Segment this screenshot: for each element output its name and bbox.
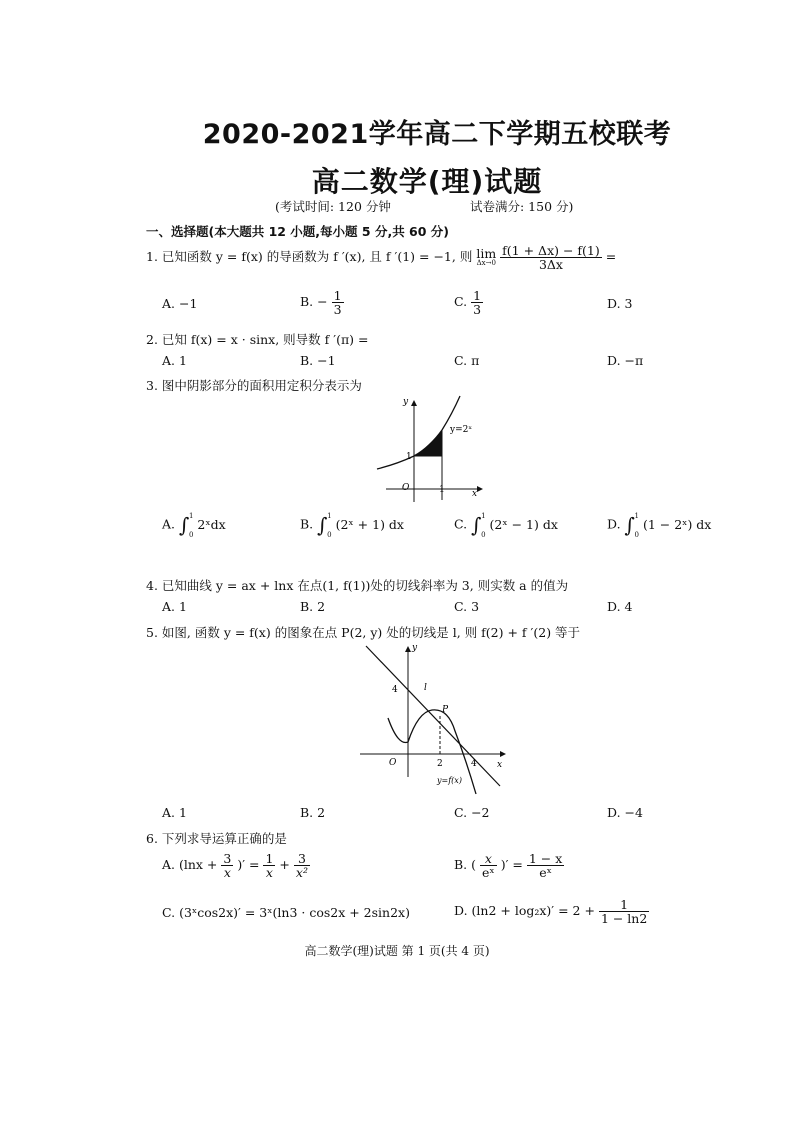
q5-option-d[interactable]: D. −4 bbox=[607, 805, 643, 820]
q6-a-den1: x bbox=[223, 865, 231, 881]
q5-point-label: P bbox=[442, 705, 449, 715]
q3-shaded-region bbox=[414, 430, 442, 456]
q3-tick-y1: 1 bbox=[406, 452, 412, 462]
question-5-stem: 5. 如图, 函数 y = f(x) 的图象在点 P(2, y) 处的切线是 l, 则 f(2) + f ′(2) 等于 bbox=[146, 625, 581, 640]
q6-a-frac1 bbox=[221, 852, 233, 879]
q3-c-body: (2ˣ − 1) dx bbox=[489, 516, 558, 532]
question-4-stem: 4. 已知曲线 y = ax + lnx 在点(1, f(1))处的切线斜率为 3, 则实数 a 的值为 bbox=[146, 578, 569, 593]
q6-a-num2: 1 bbox=[265, 851, 274, 866]
q3-b-lower: 0 bbox=[327, 531, 332, 539]
q6-d-frac bbox=[599, 898, 649, 925]
q3-option-a[interactable] bbox=[162, 512, 226, 539]
page-footer: 高二数学(理)试题 第 1 页(共 4 页) bbox=[304, 944, 490, 958]
question-1-stem bbox=[146, 244, 616, 271]
q3-y-label: y bbox=[403, 397, 409, 407]
q6-a-num3: 3 bbox=[294, 852, 310, 866]
question-6-stem: 6. 下列求导运算正确的是 bbox=[146, 831, 287, 846]
q1-frac-den: 3Δx bbox=[538, 257, 563, 273]
q1-c-den: 3 bbox=[473, 302, 482, 318]
q6-d-pre: D. (ln2 + log₂x)′ = 2 + bbox=[454, 903, 595, 919]
q5-origin: O bbox=[389, 758, 397, 768]
q3-c-lower: 0 bbox=[481, 531, 486, 539]
q5-figure bbox=[360, 642, 520, 800]
q3-a-pre: A. bbox=[162, 516, 176, 532]
q6-option-b[interactable] bbox=[454, 852, 564, 879]
q3-tick-x1: 1 bbox=[439, 485, 445, 495]
q3-origin: O bbox=[402, 483, 410, 493]
q2-option-c[interactable]: C. π bbox=[454, 353, 480, 368]
q4-option-b[interactable]: B. 2 bbox=[300, 599, 326, 614]
q5-option-c[interactable]: C. −2 bbox=[454, 805, 490, 820]
q3-figure bbox=[372, 392, 492, 507]
q2-option-b[interactable]: B. −1 bbox=[300, 353, 336, 368]
q1-frac-num: f(1 + Δx) − f(1) bbox=[502, 243, 600, 258]
q1-b-pre: B. − bbox=[300, 294, 328, 310]
q1-b-num: 1 bbox=[333, 288, 342, 303]
q1-option-a[interactable]: A. −1 bbox=[162, 296, 198, 311]
q1-option-c[interactable] bbox=[454, 289, 483, 316]
q3-a-integral: ∫ 1 0 bbox=[179, 512, 194, 539]
q3-curve-label: y=2ˣ bbox=[450, 425, 473, 435]
q5-tangent-line bbox=[366, 646, 503, 786]
q3-b-upper: 1 bbox=[327, 512, 332, 520]
q3-b-pre: B. bbox=[300, 516, 314, 532]
q2-option-a[interactable]: A. 1 bbox=[162, 353, 187, 368]
q5-x-label: x bbox=[497, 760, 503, 770]
exam-title: 2020-2021学年高二下学期五校联考 bbox=[202, 119, 672, 150]
q4-option-d[interactable]: D. 4 bbox=[607, 599, 633, 614]
q3-a-body: 2ˣdx bbox=[197, 516, 226, 532]
q3-b-body: (2ˣ + 1) dx bbox=[335, 516, 404, 532]
q6-a-frac2 bbox=[263, 852, 275, 879]
q6-a-den2: x bbox=[265, 865, 273, 881]
q6-a-mid: )′ = bbox=[237, 857, 260, 873]
q5-y-label: y bbox=[412, 643, 418, 653]
q3-b-integral: ∫ 1 0 bbox=[317, 512, 332, 539]
q6-a-num1: 3 bbox=[223, 851, 232, 866]
q5-curve-label: y=f(x) bbox=[437, 776, 462, 785]
q1-option-d[interactable]: D. 3 bbox=[607, 296, 633, 311]
q1-option-b[interactable] bbox=[300, 289, 344, 316]
q3-option-b[interactable] bbox=[300, 512, 404, 539]
q6-option-d[interactable] bbox=[454, 898, 649, 925]
q4-option-a[interactable]: A. 1 bbox=[162, 599, 187, 614]
q3-d-lower: 0 bbox=[634, 531, 640, 539]
q3-c-upper: 1 bbox=[481, 512, 486, 520]
q5-option-a[interactable]: A. 1 bbox=[162, 805, 187, 820]
q3-x-label: x bbox=[472, 489, 478, 499]
q6-option-c[interactable]: C. (3ˣcos2x)′ = 3ˣ(ln3 · cos2x + 2sin2x) bbox=[162, 905, 410, 920]
q6-b-mid: )′ = bbox=[500, 857, 523, 873]
q6-b-num2: 1 − x bbox=[528, 851, 563, 866]
q1-c-num: 1 bbox=[473, 288, 482, 303]
q3-d-integral: ∫ 1 0 bbox=[624, 512, 640, 539]
q5-tick-y4: 4 bbox=[392, 685, 398, 695]
q5-y-arrow bbox=[405, 646, 411, 652]
q6-a-frac3 bbox=[294, 852, 310, 879]
section-heading: 一、选择题(本大题共 12 小题,每小题 5 分,共 60 分) bbox=[146, 224, 450, 239]
q6-d-den: 1 − ln2 bbox=[600, 911, 648, 927]
q1-b-frac bbox=[332, 289, 344, 316]
q3-c-pre: C. bbox=[454, 516, 468, 532]
q1-c-pre: C. bbox=[454, 294, 468, 310]
q6-b-den2: eˣ bbox=[539, 865, 552, 881]
q1-lim-sub: Δx→0 bbox=[476, 259, 496, 268]
q1-fraction bbox=[500, 244, 602, 271]
q3-option-c[interactable] bbox=[454, 512, 558, 539]
q6-b-frac1 bbox=[480, 852, 497, 879]
q5-option-b[interactable]: B. 2 bbox=[300, 805, 326, 820]
q5-curve bbox=[388, 710, 476, 794]
q3-d-body: (1 − 2ˣ) dx bbox=[642, 516, 712, 532]
q6-a-den3: x² bbox=[295, 865, 308, 881]
q5-line-label: l bbox=[424, 683, 427, 693]
exam-time: (考试时间: 120 分钟 bbox=[275, 199, 391, 214]
full-score: 试卷满分: 150 分) bbox=[470, 199, 574, 214]
q3-a-lower: 0 bbox=[189, 531, 194, 539]
q6-b-frac2 bbox=[527, 852, 564, 879]
q4-option-c[interactable]: C. 3 bbox=[454, 599, 480, 614]
q6-b-num1: x bbox=[480, 852, 497, 866]
q6-a-plus: + bbox=[279, 857, 290, 873]
q1-b-den: 3 bbox=[333, 302, 342, 318]
q3-c-integral: ∫ 1 0 bbox=[471, 512, 486, 539]
q6-a-pre: A. (lnx + bbox=[162, 857, 218, 873]
q1-c-frac bbox=[471, 289, 483, 316]
q2-option-d[interactable]: D. −π bbox=[607, 353, 644, 368]
q6-b-pre: B. ( bbox=[454, 857, 477, 873]
question-3-stem: 3. 图中阴影部分的面积用定积分表示为 bbox=[146, 378, 362, 393]
q3-d-pre: D. bbox=[607, 516, 621, 532]
question-2-stem: 2. 已知 f(x) = x · sinx, 则导数 f ′(π) = bbox=[146, 332, 369, 347]
q3-a-upper: 1 bbox=[189, 512, 194, 520]
q5-tick-x2: 2 bbox=[437, 759, 443, 769]
q6-b-den1: eˣ bbox=[482, 865, 495, 881]
q3-d-upper: 1 bbox=[634, 512, 640, 520]
q3-y-arrow bbox=[411, 400, 417, 406]
q1-stem-post: = bbox=[605, 249, 617, 265]
q1-limit bbox=[476, 245, 497, 268]
q3-x-arrow bbox=[477, 486, 483, 492]
subject-title: 高二数学(理)试题 bbox=[311, 165, 543, 198]
q3-curve bbox=[377, 396, 460, 469]
q1-lim-label: lim bbox=[476, 245, 497, 261]
q5-x-arrow bbox=[500, 751, 506, 757]
q1-stem-pre: 1. 已知函数 y = f(x) 的导函数为 f ′(x), 且 f ′(1) = −1, 则 bbox=[146, 249, 473, 265]
q6-d-num: 1 bbox=[599, 898, 649, 912]
q6-option-a[interactable] bbox=[162, 852, 310, 879]
q5-tick-x4: 4 bbox=[471, 759, 477, 769]
q3-option-d[interactable] bbox=[607, 512, 712, 539]
